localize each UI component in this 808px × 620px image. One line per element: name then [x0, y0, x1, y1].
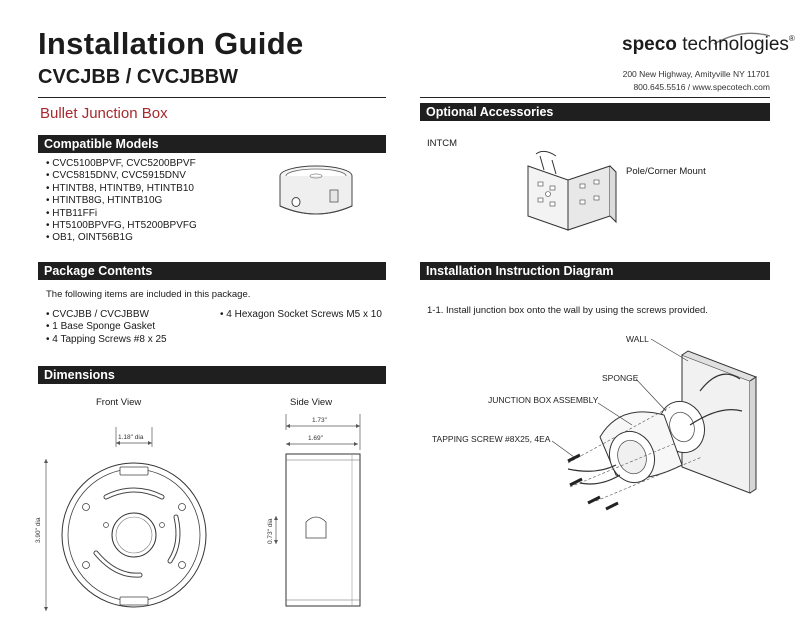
accessory-mount-label: Pole/Corner Mount — [626, 166, 706, 177]
list-item: • 4 Tapping Screws #8 x 25 — [46, 334, 216, 346]
accessory-model: INTCM — [427, 138, 458, 149]
label-wall: WALL — [626, 334, 649, 344]
dim-390-label: 3.90" dia — [35, 517, 42, 543]
installation-diagram-heading: Installation Instruction Diagram — [420, 262, 770, 280]
package-list-right — [220, 309, 390, 321]
compatible-models-heading: Compatible Models — [38, 135, 386, 153]
brand-logo — [622, 34, 795, 56]
dim-173-label: 1.73" — [312, 417, 327, 424]
side-view-label: Side View — [290, 397, 333, 408]
address-line: 200 New Highway, Amityville NY 11701 — [622, 69, 770, 79]
brand-registered-mark: ® — [788, 34, 795, 43]
junction-box-illustration — [272, 162, 360, 226]
label-tapping-screw: TAPPING SCREW #8X25, 4EA — [432, 434, 551, 444]
model-numbers: CVCJBB / CVCJBBW — [38, 66, 239, 88]
installation-diagram — [420, 325, 770, 615]
list-item: • CVCJBB / CVCJBBW — [46, 309, 216, 321]
dim-169-label: 1.69" — [308, 435, 323, 442]
label-junction-box-assembly: JUNCTION BOX ASSEMBLY — [488, 395, 599, 405]
list-item: • HTINTB8G, HTINTB10G — [46, 195, 266, 207]
list-item: • HTB11FFi — [46, 208, 266, 220]
optional-accessories-heading: Optional Accessories — [420, 103, 770, 121]
list-item: • CVC5100BPVF, CVC5200BPVF — [46, 158, 266, 170]
header-divider-right — [420, 97, 770, 98]
list-item: • CVC5815DNV, CVC5915DNV — [46, 170, 266, 182]
list-item: • OB1, OINT56B1G — [46, 232, 266, 244]
company-address — [623, 68, 770, 94]
contact-line: 800.645.5516 / www.specotech.com — [633, 82, 770, 92]
dim-073-label: 0.73" dia — [267, 518, 274, 544]
dimensions-heading: Dimensions — [38, 366, 386, 384]
side-view-drawing — [262, 410, 382, 610]
front-view-label: Front View — [96, 397, 142, 408]
product-name: Bullet Junction Box — [40, 105, 168, 122]
package-list-left — [46, 309, 216, 346]
brand-name-light: technologies — [682, 34, 789, 55]
compatible-models-list — [46, 158, 266, 245]
list-item: • 1 Base Sponge Gasket — [46, 321, 216, 333]
list-item: • HT5100BPVFG, HT5200BPVFG — [46, 220, 266, 232]
package-contents-heading: Package Contents — [38, 262, 386, 280]
installation-step-text: 1-1. Install junction box onto the wall by using the screws provided. — [427, 305, 708, 316]
dim-118-label: 1.18" dia — [118, 434, 144, 441]
package-intro: The following items are included in this package. — [46, 289, 251, 300]
front-view-drawing — [36, 425, 226, 615]
brand-name-bold: speco — [622, 34, 677, 55]
pole-corner-mount-illustration — [522, 148, 618, 232]
page-title: Installation Guide — [38, 26, 304, 61]
header-divider-left — [38, 97, 386, 98]
label-sponge: SPONGE — [602, 373, 639, 383]
list-item: • 4 Hexagon Socket Screws M5 x 10 — [220, 309, 390, 321]
list-item: • HTINTB8, HTINTB9, HTINTB10 — [46, 183, 266, 195]
